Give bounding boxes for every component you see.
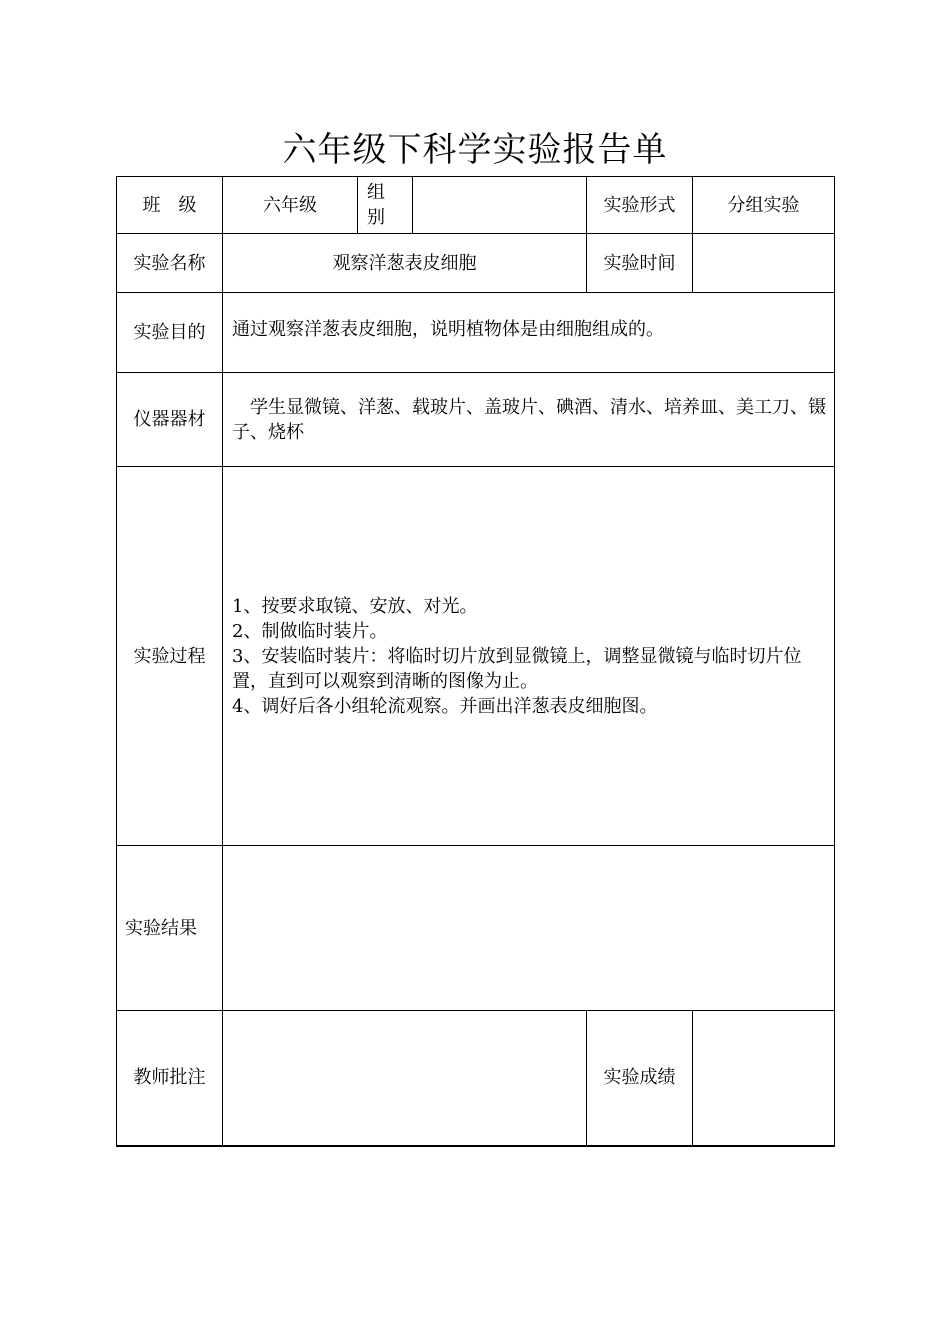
time-value[interactable] [693, 234, 835, 293]
class-label: 班 级 [117, 177, 223, 234]
result-value[interactable] [223, 846, 835, 1011]
purpose-value[interactable]: 通过观察洋葱表皮细胞，说明植物体是由细胞组成的。 [223, 293, 835, 373]
report-table [116, 176, 835, 1147]
process-cell[interactable] [223, 467, 835, 846]
process-step: 4、调好后各小组轮流观察。并画出洋葱表皮细胞图。 [232, 695, 658, 717]
group-label-line2: 别 [367, 207, 385, 228]
equipment-cell[interactable] [223, 373, 835, 467]
row-equipment [117, 373, 835, 467]
process-label: 实验过程 [117, 467, 223, 846]
name-label: 实验名称 [117, 234, 223, 293]
row-class [117, 177, 835, 234]
score-value[interactable] [693, 1011, 835, 1146]
group-label-line1: 组 [367, 182, 385, 203]
row-teacher [117, 1011, 835, 1146]
time-label: 实验时间 [587, 234, 693, 293]
process-step: 3、安装临时装片：将临时切片放到显微镜上，调整显微镜与临时切片位置，直到可以观察到清晰的图像为止。 [232, 645, 802, 692]
row-process [117, 467, 835, 846]
form-value[interactable]: 分组实验 [693, 177, 835, 234]
group-label [358, 177, 413, 234]
row-name [117, 234, 835, 293]
process-step: 1、按要求取镜、安放、对光。 [232, 595, 478, 617]
row-purpose [117, 293, 835, 373]
row-result [117, 846, 835, 1011]
page-title: 六年级下科学实验报告单 [282, 130, 668, 170]
group-value[interactable] [413, 177, 587, 234]
class-value[interactable]: 六年级 [223, 177, 358, 234]
teacher-value[interactable] [223, 1011, 587, 1146]
equipment-label: 仪器器材 [117, 373, 223, 467]
name-value[interactable]: 观察洋葱表皮细胞 [223, 234, 587, 293]
result-label: 实验结果 [117, 846, 223, 1011]
teacher-label: 教师批注 [117, 1011, 223, 1146]
purpose-label: 实验目的 [117, 293, 223, 373]
form-label: 实验形式 [587, 177, 693, 234]
score-label: 实验成绩 [587, 1011, 693, 1146]
equipment-value: 学生显微镜、洋葱、载玻片、盖玻片、碘酒、清水、培养皿、美工刀、镊子、烧杯 [232, 396, 826, 443]
process-step: 2、制做临时装片。 [232, 620, 388, 642]
